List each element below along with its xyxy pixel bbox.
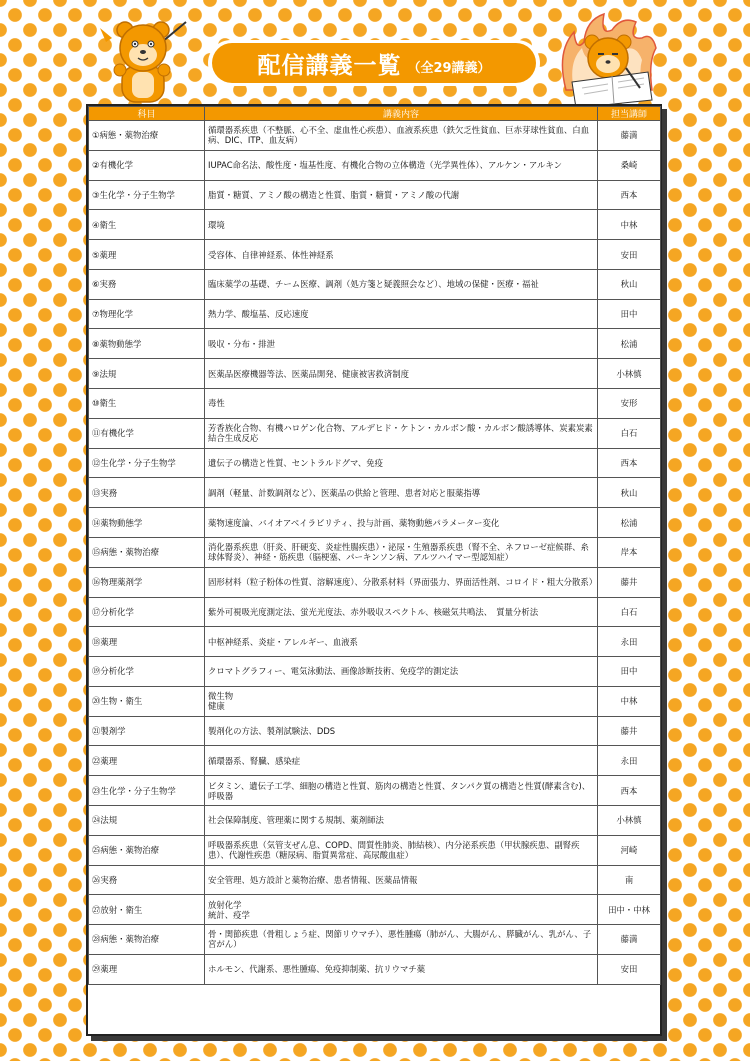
content-cell: ビタミン、遺伝子工学、細胞の構造と性質、筋肉の構造と性質、タンパク質の構造と性質(酵素含む)、呼吸器 [205, 776, 598, 806]
column-header-content: 講義内容 [205, 107, 598, 121]
subject-cell: ⑮病態・薬物治療 [89, 537, 205, 567]
teacher-cell: 中林 [598, 686, 661, 716]
table-row [89, 508, 661, 538]
table-row [89, 478, 661, 508]
teacher-cell: 安田 [598, 954, 661, 984]
subject-cell: ⑪有機化学 [89, 418, 205, 448]
content-cell: ホルモン、代謝系、悪性腫瘍、免疫抑制薬、抗リウマチ薬 [205, 954, 598, 984]
content-cell: 中枢神経系、炎症・アレルギー、血液系 [205, 627, 598, 657]
subject-cell: ㉒薬理 [89, 746, 205, 776]
subject-cell: ⑤薬理 [89, 240, 205, 270]
table-row [89, 299, 661, 329]
table-row [89, 835, 661, 865]
table-row [89, 210, 661, 240]
subject-cell: ㉙薬理 [89, 954, 205, 984]
table-row [89, 180, 661, 210]
subject-cell: ㉕病態・薬物治療 [89, 835, 205, 865]
table-row [89, 627, 661, 657]
table-row [89, 150, 661, 180]
table-row [89, 121, 661, 151]
content-cell: IUPAC命名法、酸性度・塩基性度、有機化合物の立体構造（光学異性体）、アルケン・アルキン [205, 150, 598, 180]
table-row [89, 389, 661, 419]
teacher-cell: 田中 [598, 299, 661, 329]
subject-cell: ㉘病態・薬物治療 [89, 925, 205, 955]
teacher-cell: 桑崎 [598, 150, 661, 180]
lecture-table-sheet [86, 104, 662, 1036]
teacher-cell: 中林 [598, 210, 661, 240]
teacher-cell: 西本 [598, 776, 661, 806]
column-header-teacher: 担当講師 [598, 107, 661, 121]
bear-mascot-studying-fire-icon [552, 12, 662, 108]
content-cell: 吸収・分布・排泄 [205, 329, 598, 359]
column-header-subject: 科目 [89, 107, 205, 121]
teacher-cell: 藤井 [598, 716, 661, 746]
subject-cell: ⑨法規 [89, 359, 205, 389]
table-row [89, 448, 661, 478]
subject-cell: ㉔法規 [89, 805, 205, 835]
teacher-cell: 松浦 [598, 329, 661, 359]
teacher-cell: 白石 [598, 418, 661, 448]
subject-cell: ⑰分析化学 [89, 597, 205, 627]
content-cell: 循環器系疾患（不整脈、心不全、虚血性心疾患）、血液系疾患（鉄欠乏性貧血、巨赤芽球性貧血、白血病、DIC、ITP、血友病） [205, 121, 598, 151]
table-row [89, 716, 661, 746]
bear-mascot-conducting-icon [92, 8, 192, 108]
subject-cell: ⑦物理化学 [89, 299, 205, 329]
subject-cell: ㉗放射・衛生 [89, 895, 205, 925]
content-cell: 消化器系疾患（肝炎、肝硬変、炎症性腸疾患）・泌尿・生殖器系疾患（腎不全、ネフローゼ症候群、糸球体腎炎）、神経・筋疾患（脳梗塞、パーキンソン病、アルツハイマー型認知症） [205, 537, 598, 567]
teacher-cell: 永田 [598, 627, 661, 657]
title-banner [208, 40, 540, 86]
content-cell: 放射化学 統計、疫学 [205, 895, 598, 925]
subject-cell: ⑱薬理 [89, 627, 205, 657]
lecture-table [88, 106, 661, 985]
table-row [89, 657, 661, 687]
content-cell: 微生物 健康 [205, 686, 598, 716]
subject-cell: ④衛生 [89, 210, 205, 240]
content-cell: 毒性 [205, 389, 598, 419]
table-header-row [89, 107, 661, 121]
table-row [89, 329, 661, 359]
content-cell: 受容体、自律神経系、体性神経系 [205, 240, 598, 270]
table-row [89, 776, 661, 806]
subject-cell: ⑥実務 [89, 269, 205, 299]
content-cell: 脂質・糖質、アミノ酸の構造と性質、脂質・糖質・アミノ酸の代謝 [205, 180, 598, 210]
teacher-cell: 藤満 [598, 925, 661, 955]
subject-cell: ③生化学・分子生物学 [89, 180, 205, 210]
teacher-cell: 小林慎 [598, 359, 661, 389]
table-row [89, 895, 661, 925]
teacher-cell: 藤井 [598, 567, 661, 597]
subject-cell: ⑲分析化学 [89, 657, 205, 687]
title-pill [212, 43, 536, 83]
table-row [89, 597, 661, 627]
content-cell: クロマトグラフィー、電気泳動法、画像診断技術、免疫学的測定法 [205, 657, 598, 687]
teacher-cell: 秋山 [598, 269, 661, 299]
subject-cell: ⑫生化学・分子生物学 [89, 448, 205, 478]
subject-cell: ㉑製剤学 [89, 716, 205, 746]
teacher-cell: 田中 [598, 657, 661, 687]
subject-cell: ⑩衛生 [89, 389, 205, 419]
teacher-cell: 河崎 [598, 835, 661, 865]
teacher-cell: 西本 [598, 448, 661, 478]
table-row [89, 746, 661, 776]
content-cell: 固形材料（粒子粉体の性質、溶解速度）、分散系材料（界面張力、界面活性剤、コロイド・粗大分散系） [205, 567, 598, 597]
subject-cell: ㉖実務 [89, 865, 205, 895]
content-cell: 薬物速度論、バイオアベイラビリティ、投与計画、薬物動態パラメーター変化 [205, 508, 598, 538]
subject-cell: ⑳生物・衛生 [89, 686, 205, 716]
content-cell: 調剤（軽量、計数調剤など）、医薬品の供給と管理、患者対応と服薬指導 [205, 478, 598, 508]
content-cell: 製剤化の方法、製剤試験法、DDS [205, 716, 598, 746]
content-cell: 骨・関節疾患（骨粗しょう症、関節リウマチ）、悪性腫瘍（肺がん、大腸がん、膵臓がん、乳がん、子宮がん） [205, 925, 598, 955]
teacher-cell: 松浦 [598, 508, 661, 538]
content-cell: 呼吸器系疾患（気管支ぜん息、COPD、間質性肺炎、肺結核）、内分泌系疾患（甲状腺疾患、副腎疾患）、代謝性疾患（糖尿病、脂質異常症、高尿酸血症） [205, 835, 598, 865]
table-row [89, 567, 661, 597]
content-cell: 熱力学、酸塩基、反応速度 [205, 299, 598, 329]
table-row [89, 359, 661, 389]
content-cell: 臨床薬学の基礎、チーム医療、調剤（処方箋と疑義照会など）、地域の保健・医療・福祉 [205, 269, 598, 299]
teacher-cell: 藤満 [598, 121, 661, 151]
table-row [89, 925, 661, 955]
subject-cell: ⑬実務 [89, 478, 205, 508]
content-cell: 遺伝子の構造と性質、セントラルドグマ、免疫 [205, 448, 598, 478]
subject-cell: ⑯物理薬剤学 [89, 567, 205, 597]
subject-cell: ㉓生化学・分子生物学 [89, 776, 205, 806]
table-row [89, 269, 661, 299]
table-row [89, 537, 661, 567]
teacher-cell: 岸本 [598, 537, 661, 567]
content-cell: 紫外可視吸光度測定法、蛍光光度法、赤外吸収スペクトル、核磁気共鳴法、 質量分析法 [205, 597, 598, 627]
table-row [89, 954, 661, 984]
subject-cell: ②有機化学 [89, 150, 205, 180]
subject-cell: ⑭薬物動態学 [89, 508, 205, 538]
content-cell: 芳香族化合物、有機ハロゲン化合物、アルデヒド・ケトン・カルボン酸・カルボン酸誘導体、炭素炭素結合生成反応 [205, 418, 598, 448]
teacher-cell: 永田 [598, 746, 661, 776]
table-row [89, 418, 661, 448]
teacher-cell: 安形 [598, 389, 661, 419]
content-cell: 社会保障制度、管理薬に関する規制、薬剤師法 [205, 805, 598, 835]
subject-cell: ⑧薬物動態学 [89, 329, 205, 359]
table-row [89, 686, 661, 716]
lecture-count: （全29講義） [407, 60, 491, 76]
teacher-cell: 安田 [598, 240, 661, 270]
teacher-cell: 白石 [598, 597, 661, 627]
teacher-cell: 小林慎 [598, 805, 661, 835]
content-cell: 循環器系、腎臓、感染症 [205, 746, 598, 776]
content-cell: 環境 [205, 210, 598, 240]
teacher-cell: 南 [598, 865, 661, 895]
table-row [89, 865, 661, 895]
content-cell: 安全管理、処方設計と薬物治療、患者情報、医薬品情報 [205, 865, 598, 895]
table-row [89, 240, 661, 270]
teacher-cell: 田中・中林 [598, 895, 661, 925]
content-cell: 医薬品医療機器等法、医薬品開発、健康被害救済制度 [205, 359, 598, 389]
page-title: 配信講義一覧 [257, 52, 402, 79]
teacher-cell: 西本 [598, 180, 661, 210]
table-row [89, 805, 661, 835]
subject-cell: ①病態・薬物治療 [89, 121, 205, 151]
teacher-cell: 秋山 [598, 478, 661, 508]
